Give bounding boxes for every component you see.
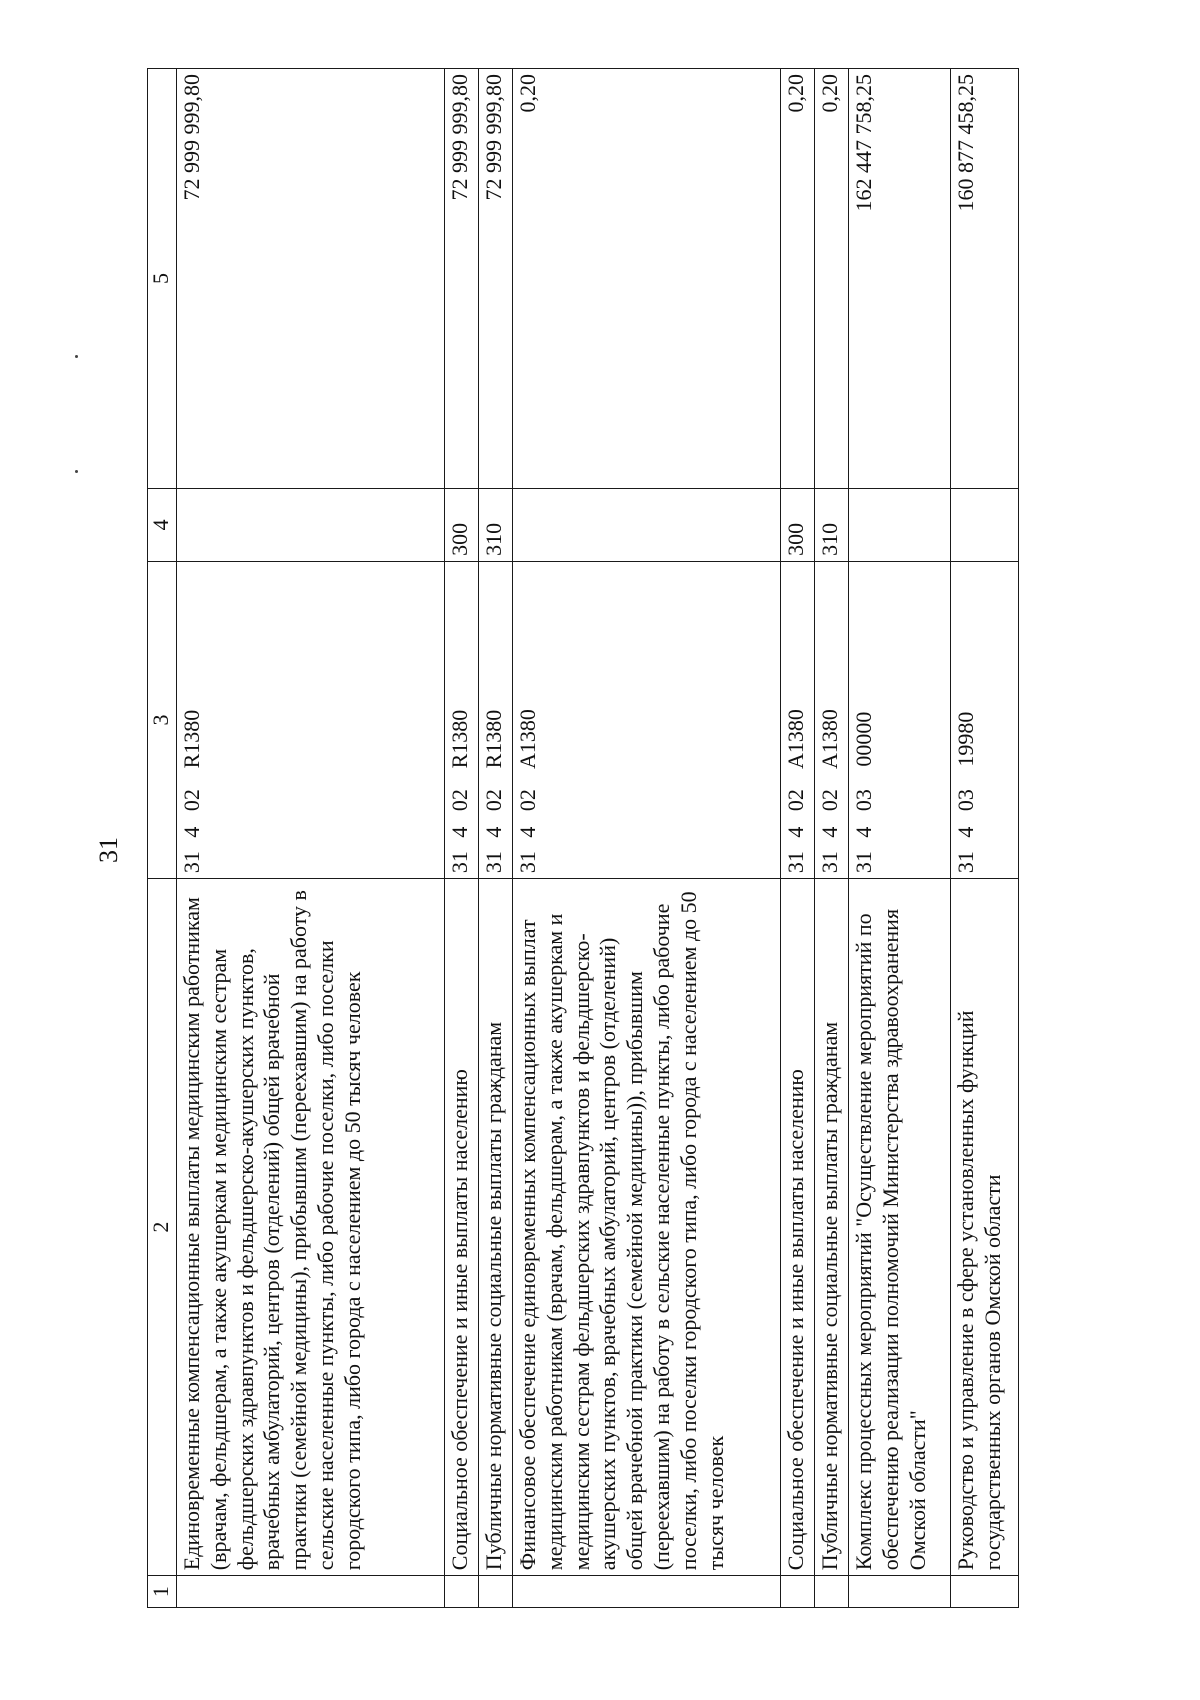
budget-code-part: 02	[179, 789, 204, 812]
table-row	[849, 69, 951, 1608]
budget-code-part: 02	[447, 789, 472, 812]
table-row	[513, 69, 781, 1608]
amount-cell: 160 877 458,25	[951, 69, 1019, 489]
budget-code-part: 00000	[851, 711, 876, 767]
description-cell: Социальное обеспечение и иные выплаты населению	[445, 879, 479, 1576]
amount-cell: 162 447 758,25	[849, 69, 951, 489]
budget-code-part: 4	[179, 826, 204, 838]
page-number: 31	[94, 837, 123, 863]
expense-type-cell	[177, 488, 445, 561]
header-col-3: 3	[148, 561, 177, 878]
budget-code-part: 31	[179, 851, 204, 874]
budget-code-part: 31	[851, 851, 876, 874]
budget-code-cell	[177, 561, 445, 878]
header-col-2: 2	[148, 879, 177, 1576]
scan-speck	[75, 355, 78, 358]
table-row	[815, 69, 849, 1608]
table-row	[479, 69, 513, 1608]
budget-code-part: A1380	[783, 709, 808, 770]
budget-code-part: 4	[817, 826, 842, 838]
budget-code-cell	[479, 561, 513, 878]
budget-code-part: 02	[817, 789, 842, 812]
budget-code-part: A1380	[515, 709, 540, 770]
budget-code-part: 31	[783, 851, 808, 874]
budget-code-part: 02	[481, 789, 506, 812]
budget-code-part: 31	[953, 851, 978, 874]
budget-code-part: 03	[851, 789, 876, 812]
budget-code-cell	[781, 561, 815, 878]
row-number-cell	[815, 1576, 849, 1608]
scan-speck	[75, 470, 78, 473]
row-number-cell	[951, 1576, 1019, 1608]
budget-code-part: 31	[515, 851, 540, 874]
row-number-cell	[479, 1576, 513, 1608]
description-cell: Комплекс процессных мероприятий "Осуществление мероприятий по обеспечению реализации полномочий Министерства здравоохранения Омской области"	[849, 879, 951, 1576]
budget-code-part: 4	[515, 826, 540, 838]
budget-code-cell	[815, 561, 849, 878]
budget-code-part: 02	[515, 789, 540, 812]
amount-cell: 0,20	[513, 69, 781, 489]
budget-code-part: R1380	[179, 709, 204, 769]
description-cell: Публичные нормативные социальные выплаты гражданам	[479, 879, 513, 1576]
budget-code-cell	[445, 561, 479, 878]
description-cell: Руководство и управление в сфере установленных функций государственных органов Омской области	[951, 879, 1019, 1576]
table-row	[177, 69, 445, 1608]
table-row	[445, 69, 479, 1608]
expense-type-cell	[951, 488, 1019, 561]
description-cell: Единовременные компенсационные выплаты медицинским работникам (врачам, фельдшерам, а также акушеркам и медицинским сестрам фельдшерских здравпунктов и фельдшерско-акушерских пунктов, врачебных амбулаторий, центров (отделений) общей врачебной практики (семейной медицины), прибывшим (переехавшим) на работу в сельские населенные пункты, либо рабочие поселки, либо поселки городского типа, либо города с населением до 50 тысяч человек	[177, 879, 445, 1576]
table-row	[781, 69, 815, 1608]
table-header-row	[148, 69, 177, 1608]
expense-type-cell: 300	[445, 488, 479, 561]
header-col-1: 1	[148, 1576, 177, 1608]
budget-code-part: A1380	[817, 709, 842, 770]
budget-code-part: 03	[953, 789, 978, 812]
budget-code-part: R1380	[481, 709, 506, 769]
row-number-cell	[513, 1576, 781, 1608]
budget-code-cell	[513, 561, 781, 878]
budget-table	[147, 68, 1019, 1608]
row-number-cell	[445, 1576, 479, 1608]
row-number-cell	[177, 1576, 445, 1608]
row-number-cell	[781, 1576, 815, 1608]
budget-code-part: 4	[481, 826, 506, 838]
header-col-4: 4	[148, 488, 177, 561]
description-cell: Финансовое обеспечение единовременных компенсационных выплат медицинским работникам (врачам, фельдшерам, а также акушеркам и медицинским сестрам фельдшерских здравпунктов и фельдшерско-акушерских пунктов, врачебных амбулаторий, центров (отделений) общей врачебной практики (семейной медицины)), прибывшим (переехавшим) на работу в сельские населенные пункты, либо рабочие поселки, либо поселки городского типа, либо города с населением до 50 тысяч человек	[513, 879, 781, 1576]
amount-cell: 72 999 999,80	[177, 69, 445, 489]
budget-code-part: 4	[447, 826, 472, 838]
budget-code-part: 31	[817, 851, 842, 874]
amount-cell: 72 999 999,80	[479, 69, 513, 489]
budget-code-part: 19980	[953, 711, 978, 767]
expense-type-cell: 310	[479, 488, 513, 561]
budget-code-cell	[849, 561, 951, 878]
budget-code-part: 4	[851, 826, 876, 838]
expense-type-cell	[513, 488, 781, 561]
budget-table-rotated	[147, 68, 1097, 1608]
budget-code-part: 4	[953, 826, 978, 838]
budget-code-part: R1380	[447, 709, 472, 769]
amount-cell: 0,20	[815, 69, 849, 489]
budget-code-part: 31	[447, 851, 472, 874]
expense-type-cell	[849, 488, 951, 561]
budget-code-part: 31	[481, 851, 506, 874]
expense-type-cell: 300	[781, 488, 815, 561]
amount-cell: 72 999 999,80	[445, 69, 479, 489]
row-number-cell	[849, 1576, 951, 1608]
budget-code-part: 02	[783, 789, 808, 812]
budget-code-cell	[951, 561, 1019, 878]
header-col-5: 5	[148, 69, 177, 489]
amount-cell: 0,20	[781, 69, 815, 489]
expense-type-cell: 310	[815, 488, 849, 561]
description-cell: Социальное обеспечение и иные выплаты населению	[781, 879, 815, 1576]
description-cell: Публичные нормативные социальные выплаты гражданам	[815, 879, 849, 1576]
table-row	[951, 69, 1019, 1608]
budget-code-part: 4	[783, 826, 808, 838]
